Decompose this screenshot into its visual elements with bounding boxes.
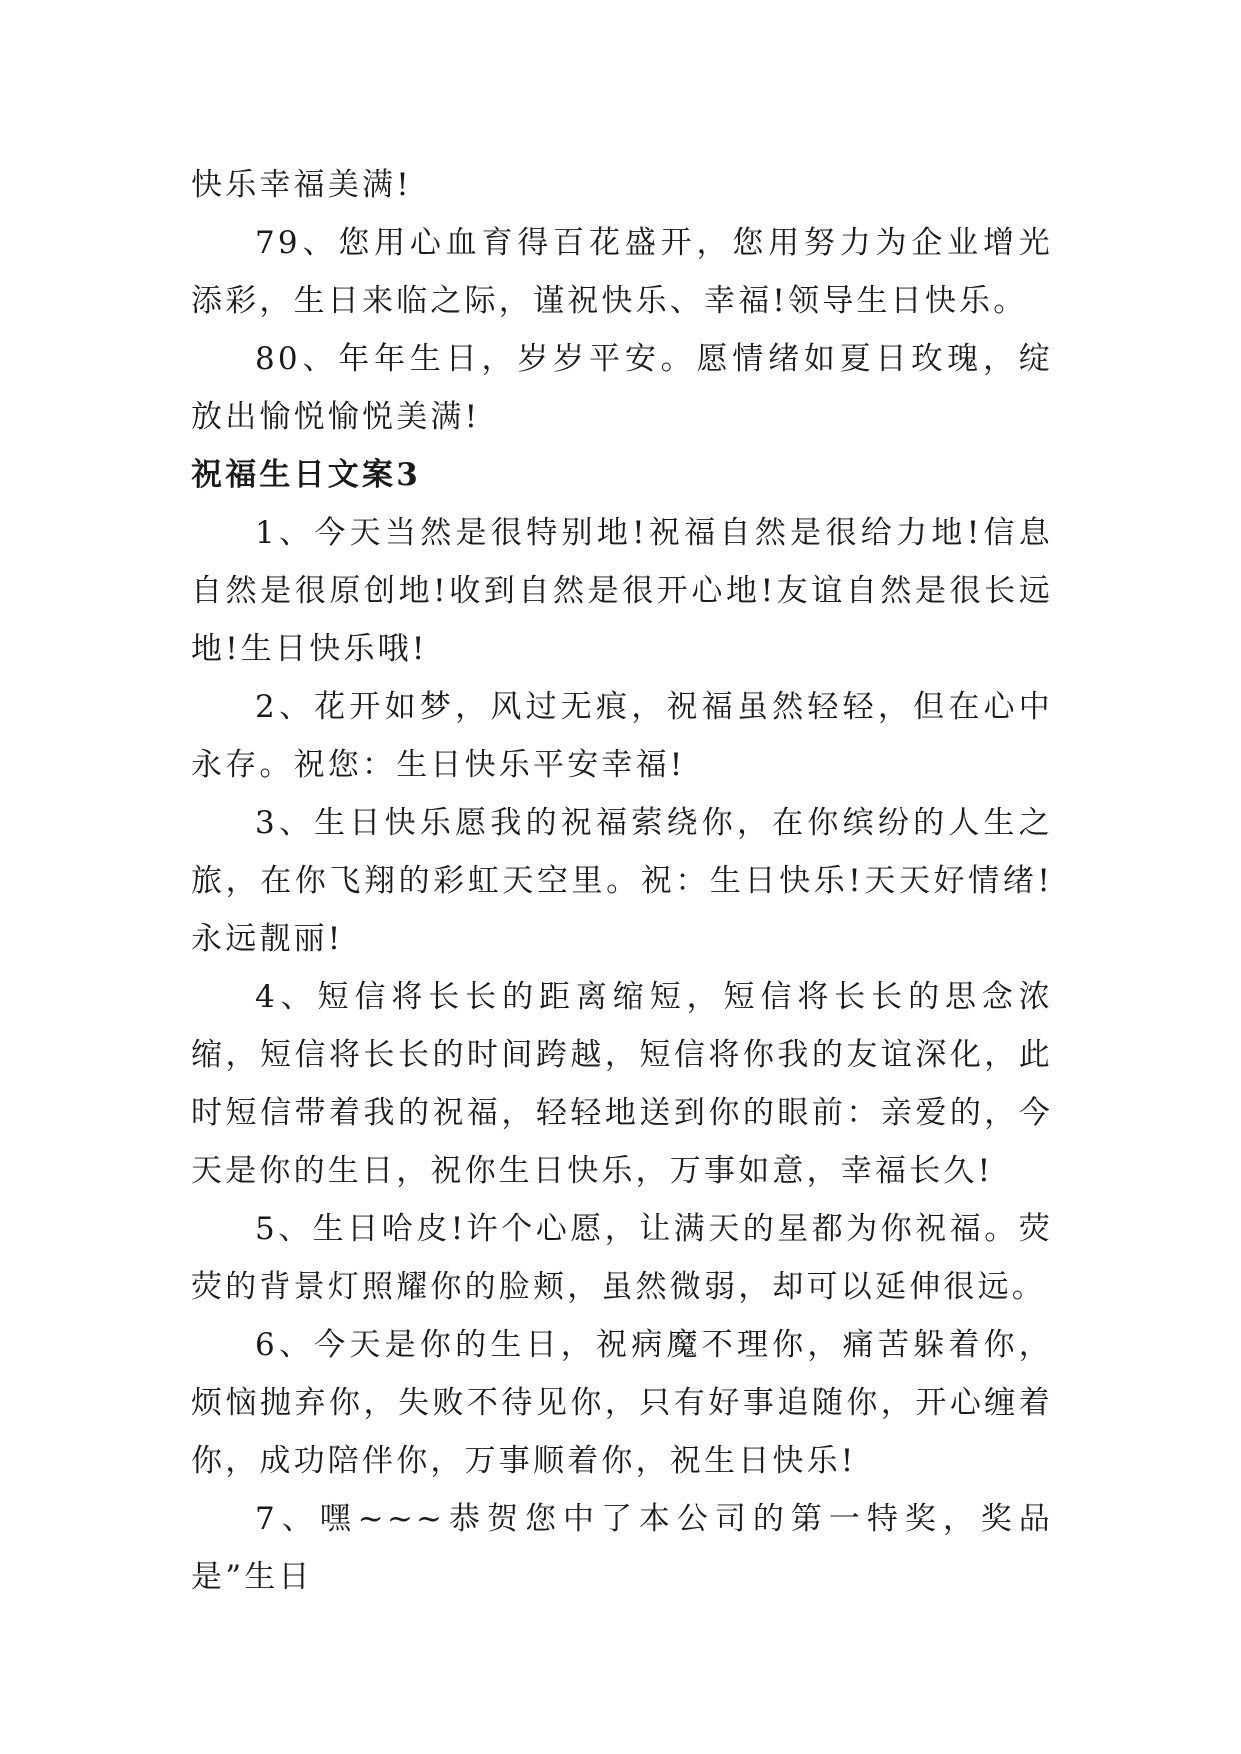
continuation-text: 快乐幸福美满! bbox=[191, 167, 412, 203]
wish-80: 80、年年生日，岁岁平安。愿情绪如夏日玫瑰，绽放出愉悦愉悦美满! bbox=[191, 341, 1053, 435]
wish-7: 7、嘿~~~恭贺您中了本公司的第一特奖，奖品是”生日 bbox=[191, 1501, 1053, 1595]
wish-79: 79、您用心血育得百花盛开，您用努力为企业增光添彩，生日来临之际，谨祝快乐、幸福!领导生日快乐。 bbox=[191, 225, 1053, 319]
section-heading: 祝福生日文案3 bbox=[191, 457, 421, 493]
wish-4: 4、短信将长长的距离缩短，短信将长长的思念浓缩，短信将长长的时间跨越，短信将你我的友谊深化，此时短信带着我的祝福，轻轻地送到你的眼前：亲爱的，今天是你的生日，祝你生日快乐，万事如意，幸福长久! bbox=[191, 979, 1053, 1189]
document-body bbox=[191, 156, 1053, 1606]
wish-1: 1、今天当然是很特别地!祝福自然是很给力地!信息自然是很原创地!收到自然是很开心地!友谊自然是很长远地!生日快乐哦! bbox=[191, 515, 1053, 667]
wish-2: 2、花开如梦，风过无痕，祝福虽然轻轻，但在心中永存。祝您：生日快乐平安幸福! bbox=[191, 689, 1053, 783]
wish-5: 5、生日哈皮!许个心愿，让满天的星都为你祝福。荧荧的背景灯照耀你的脸颊，虽然微弱，却可以延伸很远。 bbox=[191, 1211, 1053, 1305]
wish-3: 3、生日快乐愿我的祝福萦绕你，在你缤纷的人生之旅，在你飞翔的彩虹天空里。祝：生日快乐!天天好情绪!永远靓丽! bbox=[191, 805, 1053, 957]
wish-6: 6、今天是你的生日，祝病魔不理你，痛苦躲着你，烦恼抛弃你，失败不待见你，只有好事追随你，开心缠着你，成功陪伴你，万事顺着你，祝生日快乐! bbox=[191, 1327, 1053, 1479]
